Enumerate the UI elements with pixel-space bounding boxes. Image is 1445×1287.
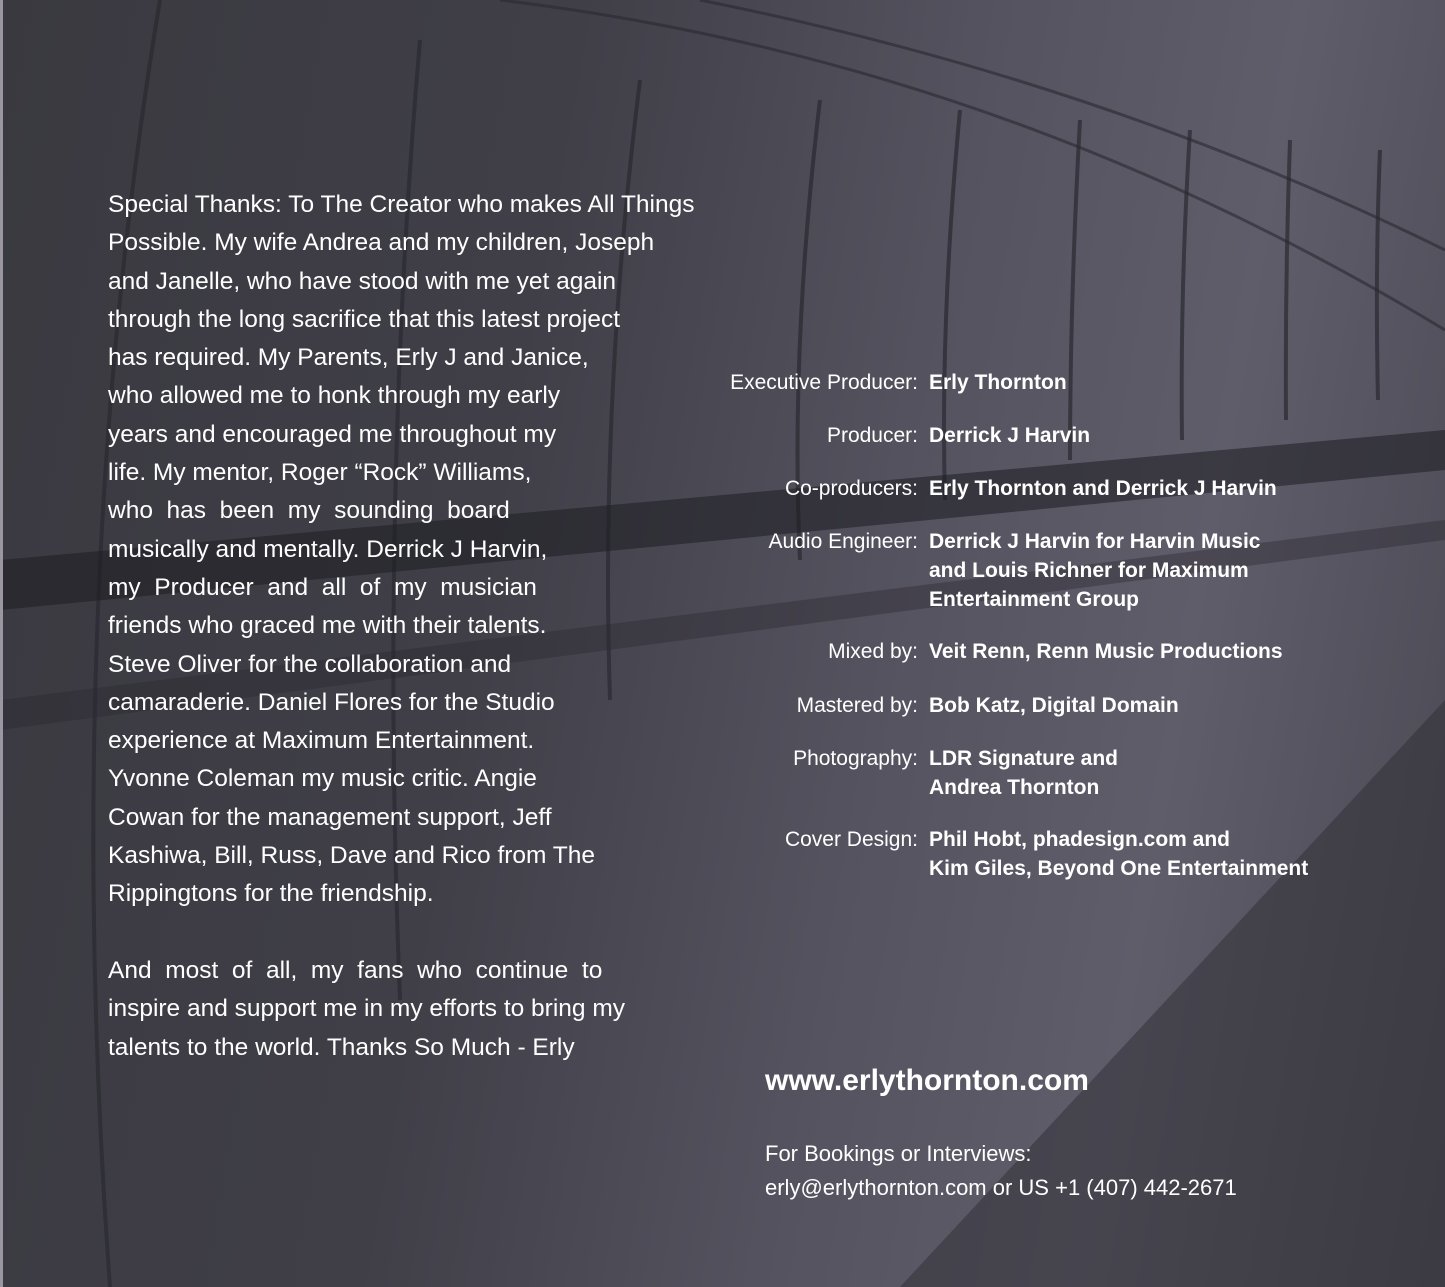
credit-name-line: Entertainment Group [929,588,1140,611]
credit-name [929,421,1090,450]
bookings-info [765,1137,1237,1205]
thanks-line: Cowan for the management support, Jeff [108,803,552,831]
credit-name [929,527,1260,614]
credit-role: Co-producers: [784,477,918,500]
website-link[interactable]: www.erlythornton.com [765,1064,1089,1097]
credit-row [600,825,1308,883]
special-thanks-text [108,186,695,1067]
credit-name [929,691,1179,720]
thanks-line: musically and mentally. Derrick J Harvin, [108,535,548,563]
credit-role: Executive Producer: [730,371,918,394]
credit-row [600,637,1283,666]
thanks-line: my Producer and all of my musician [108,573,537,601]
thanks-line: experience at Maximum Entertainment. [108,727,535,755]
credit-name [929,825,1308,883]
credit-name-line: Phil Hobt, phadesign.com and [929,828,1231,851]
thanks-line: talents to the world. Thanks So Much - Erly [108,1033,575,1061]
credit-name-line: Andrea Thornton [929,776,1100,799]
credit-role: Cover Design: [784,828,918,851]
thanks-line: Rippingtons for the friendship. [108,880,434,908]
thanks-line: has required. My Parents, Erly J and Janice, [108,344,589,372]
credit-name [929,637,1283,666]
thanks-line: through the long sacrifice that this latest project [108,305,621,333]
thanks-line: who has been my sounding board [108,497,510,525]
thanks-line: Steve Oliver for the collaboration and [108,650,512,678]
thanks-line: life. My mentor, Roger “Rock” Williams, [108,459,532,487]
paragraph-gap [108,914,695,952]
credit-name-line: LDR Signature and [929,747,1119,770]
thanks-line: friends who graced me with their talents. [108,612,547,640]
credit-role: Mastered by: [796,694,918,717]
credit-name [929,744,1118,802]
thanks-line: And most of all, my fans who continue to [108,956,603,984]
credit-row [600,527,1260,614]
credit-name-line: Erly Thornton and Derrick J Harvin [929,477,1277,500]
credit-role: Mixed by: [828,640,918,663]
thanks-line: inspire and support me in my efforts to bring my [108,995,626,1023]
bookings-contact: erly@erlythornton.com or US +1 (407) 442-2671 [765,1175,1237,1200]
thanks-line: Special Thanks: To The Creator who makes All Things [108,191,695,218]
credit-name [929,368,1067,397]
credit-name-line: and Louis Richner for Maximum [929,559,1249,582]
thanks-line: camaraderie. Daniel Flores for the Studio [108,688,555,716]
credit-row [600,474,1277,503]
credit-name-line: Bob Katz, Digital Domain [929,694,1179,717]
thanks-line: who allowed me to honk through my early [108,382,561,410]
thanks-line: Yvonne Coleman my music critic. Angie [108,765,537,793]
credit-row [600,421,1090,450]
credit-row [600,744,1118,802]
thanks-line: Possible. My wife Andrea and my children, Joseph [108,229,655,257]
credit-name-line: Veit Renn, Renn Music Productions [929,640,1283,663]
credit-role: Photography: [793,747,918,770]
credit-name-line: Derrick J Harvin for Harvin Music [929,530,1261,553]
credit-row [600,691,1179,720]
bookings-heading: For Bookings or Interviews: [765,1141,1032,1166]
page-edge [0,0,3,1287]
thanks-line: Kashiwa, Bill, Russ, Dave and Rico from The [108,842,596,870]
credit-name-line: Derrick J Harvin [929,424,1091,447]
credit-role: Producer: [826,424,918,447]
credit-name [929,474,1277,503]
credit-row [600,368,1067,397]
thanks-line: years and encouraged me throughout my [108,420,557,448]
credit-name-line: Erly Thornton [929,371,1067,394]
thanks-line: and Janelle, who have stood with me yet again [108,267,617,295]
credit-role: Audio Engineer: [768,530,918,553]
credit-name-line: Kim Giles, Beyond One Entertainment [929,857,1309,880]
